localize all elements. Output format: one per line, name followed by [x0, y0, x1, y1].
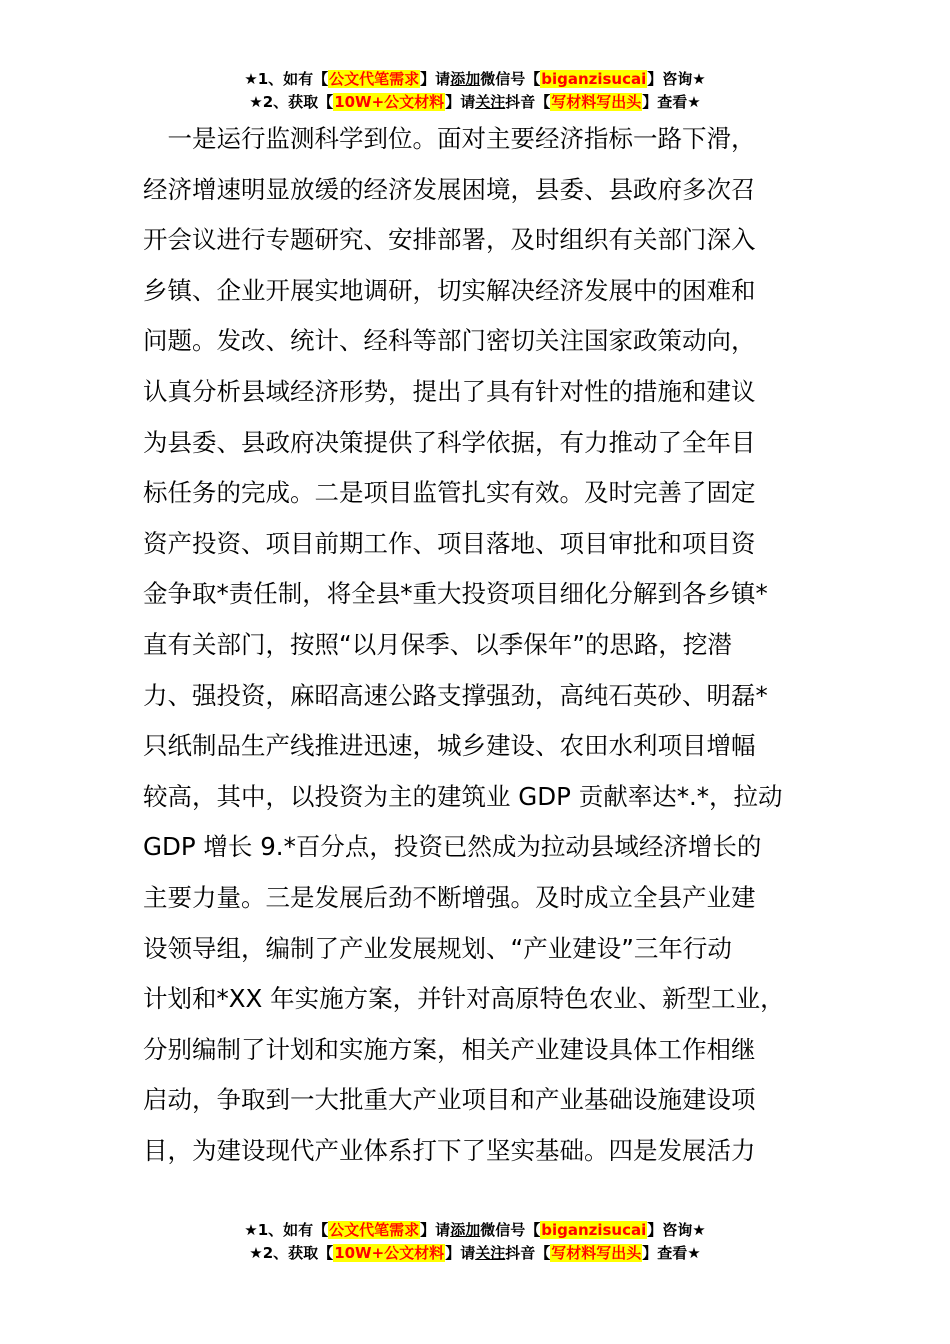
banner-underlined: 关注 — [475, 1244, 506, 1262]
body-line: 目，为建设现代产业体系打下了坚实基础。四是发展活力 — [143, 1135, 756, 1165]
body-line: 乡镇、企业开展实地调研，切实解决经济发展中的困难和 — [143, 275, 756, 305]
body-line: 开会议进行专题研究、安排部署，及时组织有关部门深入 — [143, 225, 756, 255]
body-line: 经济增速明显放缓的经济发展困境，县委、县政府多次召 — [143, 174, 756, 204]
body-line: 启动，争取到一大批重大产业项目和产业基础设施建设项 — [143, 1085, 756, 1115]
body-line: 为县委、县政府决策提供了科学依据，有力推动了全年目 — [143, 427, 756, 457]
body-line: 金争取*责任制，将全县*重大投资项目细化分解到各乡镇* — [143, 579, 768, 609]
banner-text: 】咨询★ — [647, 1221, 706, 1239]
banner-text: 】查看★ — [642, 1244, 701, 1262]
body-line: 资产投资、项目前期工作、项目落地、项目审批和项目资 — [143, 528, 756, 558]
body-line: 一是运行监测科学到位。面对主要经济指标一路下滑， — [143, 124, 756, 153]
banner-text: ★1、如有【 — [244, 70, 329, 88]
banner-text: 】咨询★ — [647, 70, 706, 88]
banner-text: ★2、获取【 — [249, 93, 334, 111]
banner-line-2 — [0, 91, 950, 114]
banner-line-1 — [0, 1219, 950, 1242]
body-line: 主要力量。三是发展后劲不断增强。及时成立全县产业建 — [143, 882, 756, 912]
document-body — [143, 114, 843, 1176]
banner-underlined: 添加 — [450, 70, 481, 88]
banner-highlight: biganzisucai — [541, 1221, 647, 1239]
banner-highlight: 公文代笔需求 — [329, 1221, 420, 1239]
body-line: 设领导组，编制了产业发展规划、“产业建设”三年行动 — [143, 933, 732, 963]
banner-highlight: 10W+公文材料 — [334, 1244, 445, 1262]
banner-line-1 — [0, 68, 950, 91]
body-line: 标任务的完成。二是项目监管扎实有效。及时完善了固定 — [143, 478, 756, 508]
banner-text: 】请 — [445, 93, 476, 111]
banner-line-2 — [0, 1242, 950, 1265]
banner-text: 】查看★ — [642, 93, 701, 111]
banner-text: 】请 — [445, 1244, 476, 1262]
banner-text: 】请 — [420, 70, 451, 88]
banner-text: 微信号【 — [480, 1221, 541, 1239]
body-line: 较高，其中，以投资为主的建筑业 GDP 贡献率达*.*，拉动 — [143, 781, 783, 811]
banner-text: 】请 — [420, 1221, 451, 1239]
body-line: GDP 增长 9.*百分点，投资已然成为拉动县域经济增长的 — [143, 832, 762, 862]
body-line: 分别编制了计划和实施方案，相关产业建设具体工作相继 — [143, 1034, 756, 1064]
body-line: 问题。发改、统计、经科等部门密切关注国家政策动向， — [143, 326, 756, 356]
footer-banner — [0, 1219, 950, 1265]
banner-highlight: biganzisucai — [541, 70, 647, 88]
banner-text: 抖音【 — [505, 93, 551, 111]
banner-highlight: 写材料写出头 — [551, 1244, 642, 1262]
banner-highlight: 公文代笔需求 — [329, 70, 420, 88]
body-line: 认真分析县域经济形势，提出了具有针对性的措施和建议 — [143, 376, 756, 406]
banner-underlined: 添加 — [450, 1221, 481, 1239]
banner-highlight: 10W+公文材料 — [334, 93, 445, 111]
header-banner — [0, 68, 950, 114]
body-line: 只纸制品生产线推进迅速，城乡建设、农田水利项目增幅 — [143, 731, 756, 761]
banner-text: 抖音【 — [505, 1244, 551, 1262]
body-line: 直有关部门，按照“以月保季、以季保年”的思路，挖潜 — [143, 629, 732, 659]
banner-text: ★1、如有【 — [244, 1221, 329, 1239]
banner-text: ★2、获取【 — [249, 1244, 334, 1262]
banner-highlight: 写材料写出头 — [551, 93, 642, 111]
banner-underlined: 关注 — [475, 93, 506, 111]
body-line: 计划和*XX 年实施方案，并针对高原特色农业、新型工业， — [143, 984, 785, 1014]
banner-text: 微信号【 — [480, 70, 541, 88]
body-line: 力、强投资，麻昭高速公路支撑强劲，高纯石英砂、明磊* — [143, 680, 768, 710]
